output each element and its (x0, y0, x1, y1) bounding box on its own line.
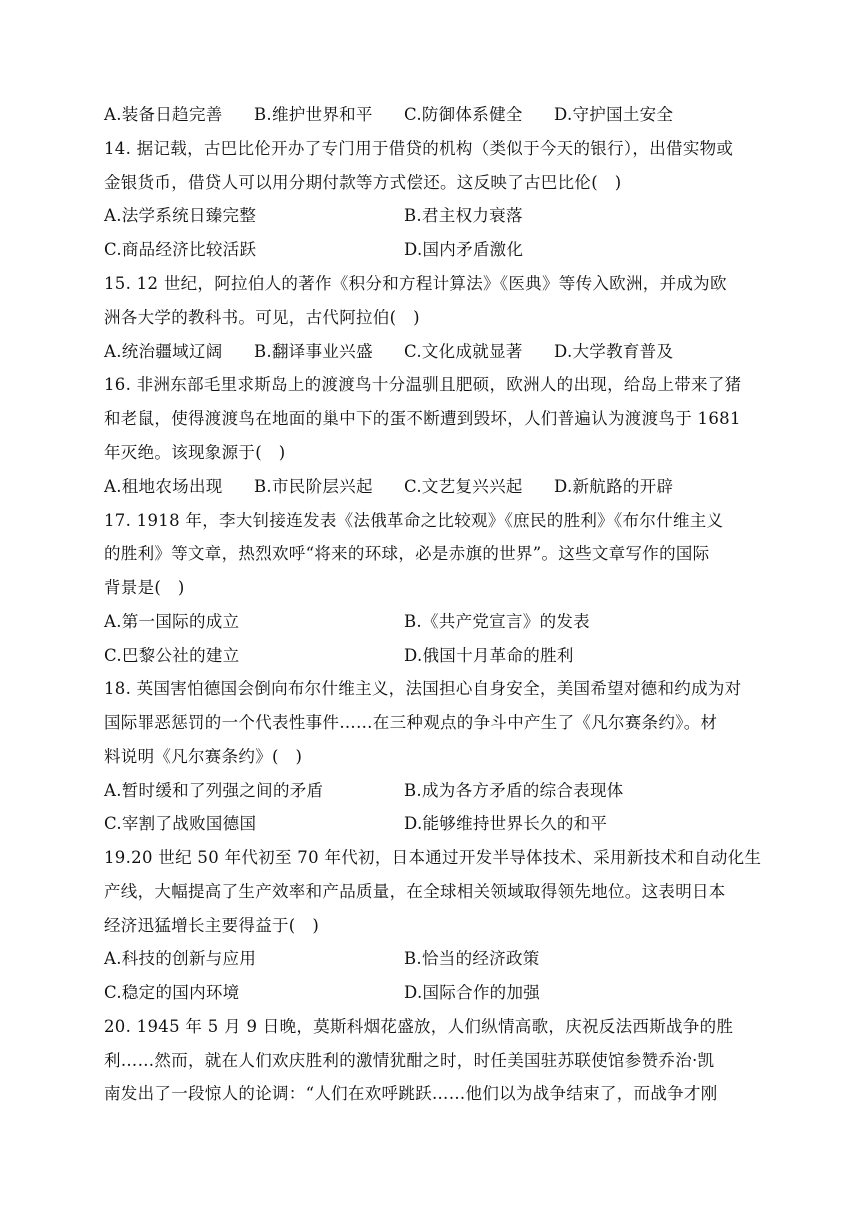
q14-option-a: A.法学系统日臻完整 (104, 206, 257, 225)
q18-option-a: A.暂时缓和了列强之间的矛盾 (104, 781, 324, 800)
q20-stem-line-2: 利……然而，就在人们欢庆胜利的激情犹酣之时，时任美国驻苏联使馆参赞乔治·凯 (104, 1051, 715, 1070)
q17-option-b: B.《共产党宣言》的发表 (404, 612, 590, 631)
q19-stem-line-1: 19.20 世纪 50 年代初至 70 年代初，日本通过开发半导体技术、采用新技术和自动化生 (104, 848, 762, 867)
q16-option-a: A.租地农场出现 (104, 477, 223, 496)
q19-stem-line-3: 经济迅猛增长主要得益于( ) (104, 916, 320, 935)
q19-stem-line-2: 产线，大幅提高了生产效率和产品质量，在全球相关领域取得领先地位。这表明日本 (104, 882, 726, 901)
q18-stem-line-2: 国际罪恶惩罚的一个代表性事件……在三种观点的争斗中产生了《凡尔赛条约》。材 (104, 713, 718, 732)
q15-option-a: A.统治疆域辽阔 (104, 342, 223, 361)
q16-stem-line-2: 和老鼠，使得渡渡鸟在地面的巢中下的蛋不断遭到毁坏，人们普遍认为渡渡鸟于 1681 (104, 409, 741, 428)
q18-option-d: D.能够维持世界长久的和平 (404, 814, 608, 833)
q19-option-d: D.国际合作的加强 (404, 983, 541, 1002)
q17-option-c: C.巴黎公社的建立 (104, 646, 240, 665)
q13-option-a: A.装备日趋完善 (104, 105, 223, 124)
q18-stem-line-3: 料说明《凡尔赛条约》( ) (104, 747, 303, 766)
q15-option-d: D.大学教育普及 (554, 342, 674, 361)
q19-option-a: A.科技的创新与应用 (104, 949, 257, 968)
q18-option-c: C.宰割了战败国德国 (104, 814, 257, 833)
q15-option-b: B.翻译事业兴盛 (254, 342, 373, 361)
q14-option-c: C.商品经济比较活跃 (104, 240, 257, 259)
q16-option-d: D.新航路的开辟 (554, 477, 674, 496)
q16-option-c: C.文艺复兴兴起 (404, 477, 523, 496)
q15-stem-line-2: 洲各大学的教科书。可见，古代阿拉伯( ) (104, 308, 420, 327)
q16-option-b: B.市民阶层兴起 (254, 477, 373, 496)
q13-option-b: B.维护世界和平 (254, 105, 373, 124)
q17-option-d: D.俄国十月革命的胜利 (404, 646, 574, 665)
q13-option-d: D.守护国土安全 (554, 105, 674, 124)
q18-stem-line-1: 18. 英国害怕德国会倒向布尔什维主义，法国担心自身安全，美国希望对德和约成为对 (104, 679, 742, 698)
q13-option-c: C.防御体系健全 (404, 105, 523, 124)
q20-stem-line-1: 20. 1945 年 5 月 9 日晚，莫斯科烟花盛放，人们纵情高歌，庆祝反法西斯战争的胜 (104, 1017, 734, 1036)
q18-option-b: B.成为各方矛盾的综合表现体 (404, 781, 624, 800)
q14-stem-line-1: 14. 据记载，古巴比伦开办了专门用于借贷的机构（类似于今天的银行），出借实物或 (104, 139, 734, 158)
q17-stem-line-3: 背景是( ) (104, 578, 185, 597)
q16-stem-line-1: 16. 非洲东部毛里求斯岛上的渡渡鸟十分温驯且肥硕，欧洲人的出现，给岛上带来了猪 (104, 375, 742, 394)
q17-option-a: A.第一国际的成立 (104, 612, 240, 631)
q20-stem-line-3: 南发出了一段惊人的论调：“人们在欢呼跳跃……他们以为战争结束了，而战争才刚 (104, 1084, 718, 1103)
q15-option-c: C.文化成就显著 (404, 342, 523, 361)
q14-option-d: D.国内矛盾激化 (404, 240, 524, 259)
q14-option-b: B.君主权力衰落 (404, 206, 523, 225)
q19-option-b: B.恰当的经济政策 (404, 949, 540, 968)
q16-stem-line-3: 年灭绝。该现象源于( ) (104, 443, 286, 462)
q14-stem-line-2: 金银货币，借贷人可以用分期付款等方式偿还。这反映了古巴比伦( ) (104, 173, 622, 192)
q19-option-c: C.稳定的国内环境 (104, 983, 240, 1002)
q17-stem-line-2: 的胜利》等文章，热烈欢呼“将来的环球，必是赤旗的世界”。这些文章写作的国际 (104, 544, 710, 563)
q17-stem-line-1: 17. 1918 年，李大钊接连发表《法俄革命之比较观》《庶民的胜利》《布尔什维主义 (104, 511, 724, 530)
q15-stem-line-1: 15. 12 世纪，阿拉伯人的著作《积分和方程计算法》《医典》等传入欧洲，并成为欧 (104, 274, 727, 293)
